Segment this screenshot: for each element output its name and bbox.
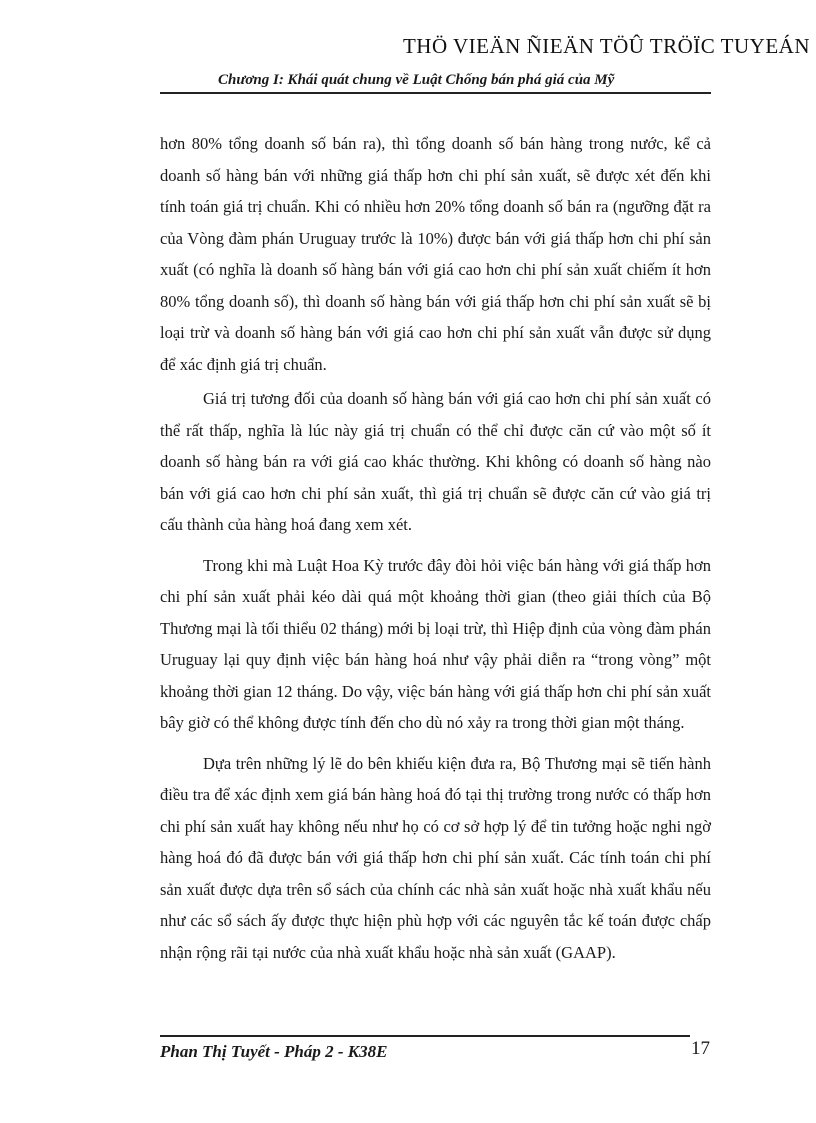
- document-body: [160, 128, 711, 968]
- library-watermark: THÖ VIEÄN ÑIEÄN TÖÛ TRÖÏC TUYEÁN: [402, 34, 810, 58]
- paragraph-3: Trong khi mà Luật Hoa Kỳ trước đây đòi hỏi việc bán hàng với giá thấp hơn chi phí sản xuất phải kéo dài quá một khoảng thời gian (theo giải thích của Bộ Thương mại là tối thiểu 02 tháng) mới bị loại trừ, thì Hiệp định của vòng đàm phán Uruguay lại quy định việc bán hàng hoá như vậy phải diễn ra “trong vòng” một khoảng thời gian 12 tháng. Do vậy, việc bán hàng với giá thấp hơn chi phí sản xuất bây giờ có thể không được tính đến cho dù nó xảy ra trong thời gian một tháng.: [160, 555, 711, 732]
- page-number: 17: [691, 1038, 710, 1059]
- paragraph-4: Dựa trên những lý lẽ do bên khiếu kiện đưa ra, Bộ Thương mại sẽ tiến hành điều tra để xác định xem giá bán hàng hoá đó tại thị trường trong nước có thấp hơn chi phí sản xuất hay không nếu như họ có cơ sở hợp lý để tin tưởng hoặc nghi ngờ hàng hoá đó đã được bán với giá thấp hơn chi phí sản xuất. Các tính toán chi phí sản xuất được dựa trên sổ sách của chính các nhà sản xuất hoặc nhà xuất khẩu nếu như các sổ sách ấy được thực hiện phù hợp với các nguyên tắc kế toán được chấp nhận rộng rãi tại nước của nhà xuất khẩu hoặc nhà sản xuất (GAAP).: [160, 753, 711, 962]
- chapter-title: Chương I: Khái quát chung về Luật Chống bán phá giá của Mỹ: [218, 72, 615, 88]
- footer-divider: [160, 1035, 690, 1037]
- footer-author: Phan Thị Tuyết - Pháp 2 - K38E: [160, 1042, 388, 1061]
- paragraph-2: Giá trị tương đối của doanh số hàng bán với giá cao hơn chi phí sản xuất có thể rất thấp, nghĩa là lúc này giá trị chuẩn có thể chỉ được căn cứ vào một số ít doanh số hàng bán ra với giá cao khác thường. Khi không có doanh số hàng nào bán với giá cao hơn chi phí sản xuất, thì giá trị chuẩn sẽ được căn cứ vào giá trị cấu thành của hàng hoá đang xem xét.: [160, 389, 711, 534]
- header-divider: [160, 92, 711, 94]
- paragraph-1: hơn 80% tổng doanh số bán ra), thì tổng doanh số bán hàng trong nước, kể cả doanh số hàng bán với những giá thấp hơn chi phí sản xuất, sẽ được xét đến khi tính toán giá trị chuẩn. Khi có nhiều hơn 20% tổng doanh số bán ra (ngưỡng đặt ra của Vòng đàm phán Uruguay trước là 10%) được bán với giá thấp hơn chi phí sản xuất (có nghĩa là doanh số hàng bán với giá cao hơn chi phí sản xuất chiếm ít hơn 80% tổng doanh số), thì doanh số hàng bán với giá thấp hơn chi phí sản xuất sẽ bị loại trừ và doanh số hàng bán với giá cao hơn chi phí sản xuất vẫn được sử dụng để xác định giá trị chuẩn.: [160, 134, 711, 374]
